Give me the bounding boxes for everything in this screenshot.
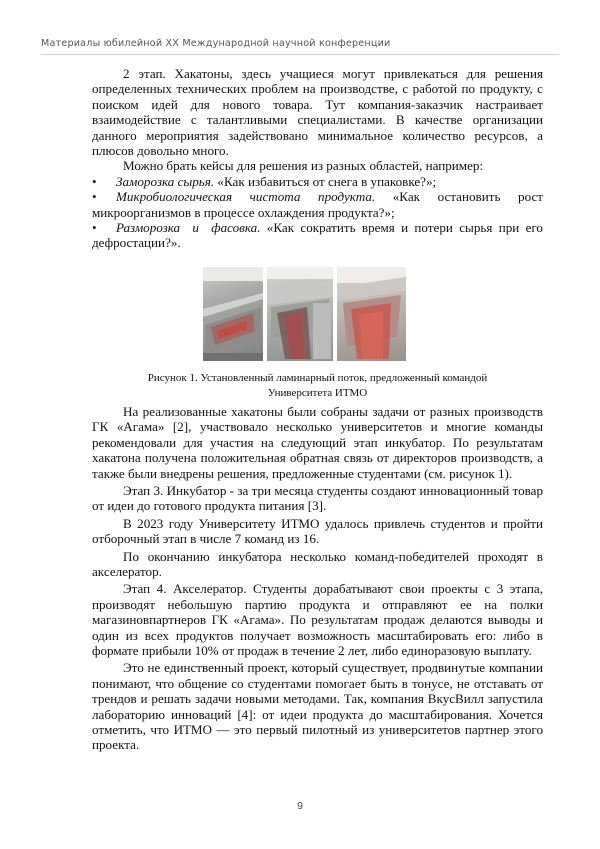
list-item-term: Заморозка сырья.: [116, 173, 215, 189]
list-item-text: «Как сократить время и потери сырья при его дефростации?».: [92, 220, 543, 251]
paragraph-incubator: Этап 3. Инкубатор - за три месяца студенты создают инновационный товар от идеи до готового продукта питания [3].: [92, 482, 543, 514]
photo-laminar-flow-2: [267, 267, 333, 361]
paragraph-hackathon-results: На реализованные хакатоны были собраны задачи от разных производств ГК «Агама» [2], участвовало несколько университетов и многие команды рекомендовали для участия на следующий этап инкубатор. По результатам хакатона получена положительная обратная связь от директоров производств, а также были внедрены решения, предложенные студентами (см. рисунок 1).: [92, 403, 543, 481]
bullet-marker: •: [92, 189, 97, 205]
photo-laminar-flow-3: [337, 267, 406, 361]
paragraph-hackathons: 2 этап. Хакатоны, здесь учащиеся могут привлекаться для решения определенных технических проблем на производстве, с работой по продукту, с поиском идей для нового товара. Тут компания-заказчик настраивает взаимодействие с талантливыми специалистами. В качестве организации данного мероприятия задействовано минимальное количество ресурсов, а плюсов довольно много.: [92, 66, 543, 159]
bullet-marker: •: [92, 173, 97, 189]
figure-photos: [92, 267, 543, 361]
caption-line-2: Университета ИТМО: [267, 386, 368, 399]
list-item-microbiology: [92, 189, 543, 220]
page-body: [92, 66, 543, 753]
paragraph-accelerator-entry: По окончанию инкубатора несколько команд-победителей проходят в акселератор.: [92, 548, 543, 579]
running-header: Материалы юбилейной XX Международной научной конференции: [41, 38, 391, 49]
list-item-freezing: [92, 174, 543, 189]
figure-caption: [92, 371, 543, 401]
paragraph-case-areas: Можно брать кейсы для решения из разных областей, например:: [123, 158, 484, 174]
bullet-marker: •: [92, 220, 97, 236]
list-item-text: «Как избавиться от снега в упаковке?»;: [214, 173, 437, 189]
list-item-defrosting: [92, 220, 543, 251]
paragraph-itmo-2023: В 2023 году Университету ИТМО удалось привлечь студентов и пройти отборочный этап в числе 7 команд из 16.: [92, 515, 543, 547]
photo-laminar-flow-1: [203, 267, 263, 361]
list-item-text: «Как остановить рост микроорганизмов в процессе охлаждения продукта?»;: [92, 189, 543, 220]
paragraph-accelerator: Этап 4. Акселератор. Студенты дорабатывают свои проекты с 3 этапа, производят небольшую партию продукта и отправляют ее на полки магазиновпартнеров ГК «Агама». По результатам продаж делаются выводы и один из всех продуктов получает возможность масштабировать его: либо в формате прибыли 10% от продаж в течение 2 лет, либо единоразовую выплату.: [92, 581, 543, 658]
page-number: 9: [297, 800, 303, 812]
header-divider: [41, 54, 559, 55]
paragraph-vkusvill: Это не единственный проект, который существует, продвинутые компании понимают, что общение со студентами помогает быть в тонусе, не отставать от трендов и решать задачи новыми методами. Так, компания ВкусВилл запустила лабораторию инноваций [4]: от идеи продукта до масштабирования. Хочется отметить, что ИТМО — это первый пилотный из университетов партнер этого проекта.: [92, 660, 543, 753]
list-item-term: Микробиологическая чистота продукта.: [116, 189, 376, 205]
list-item-term: Разморозка и фасовка.: [116, 220, 261, 236]
caption-line-1: Рисунок 1. Установленный ламинарный поток, предложенный командой: [147, 371, 488, 384]
